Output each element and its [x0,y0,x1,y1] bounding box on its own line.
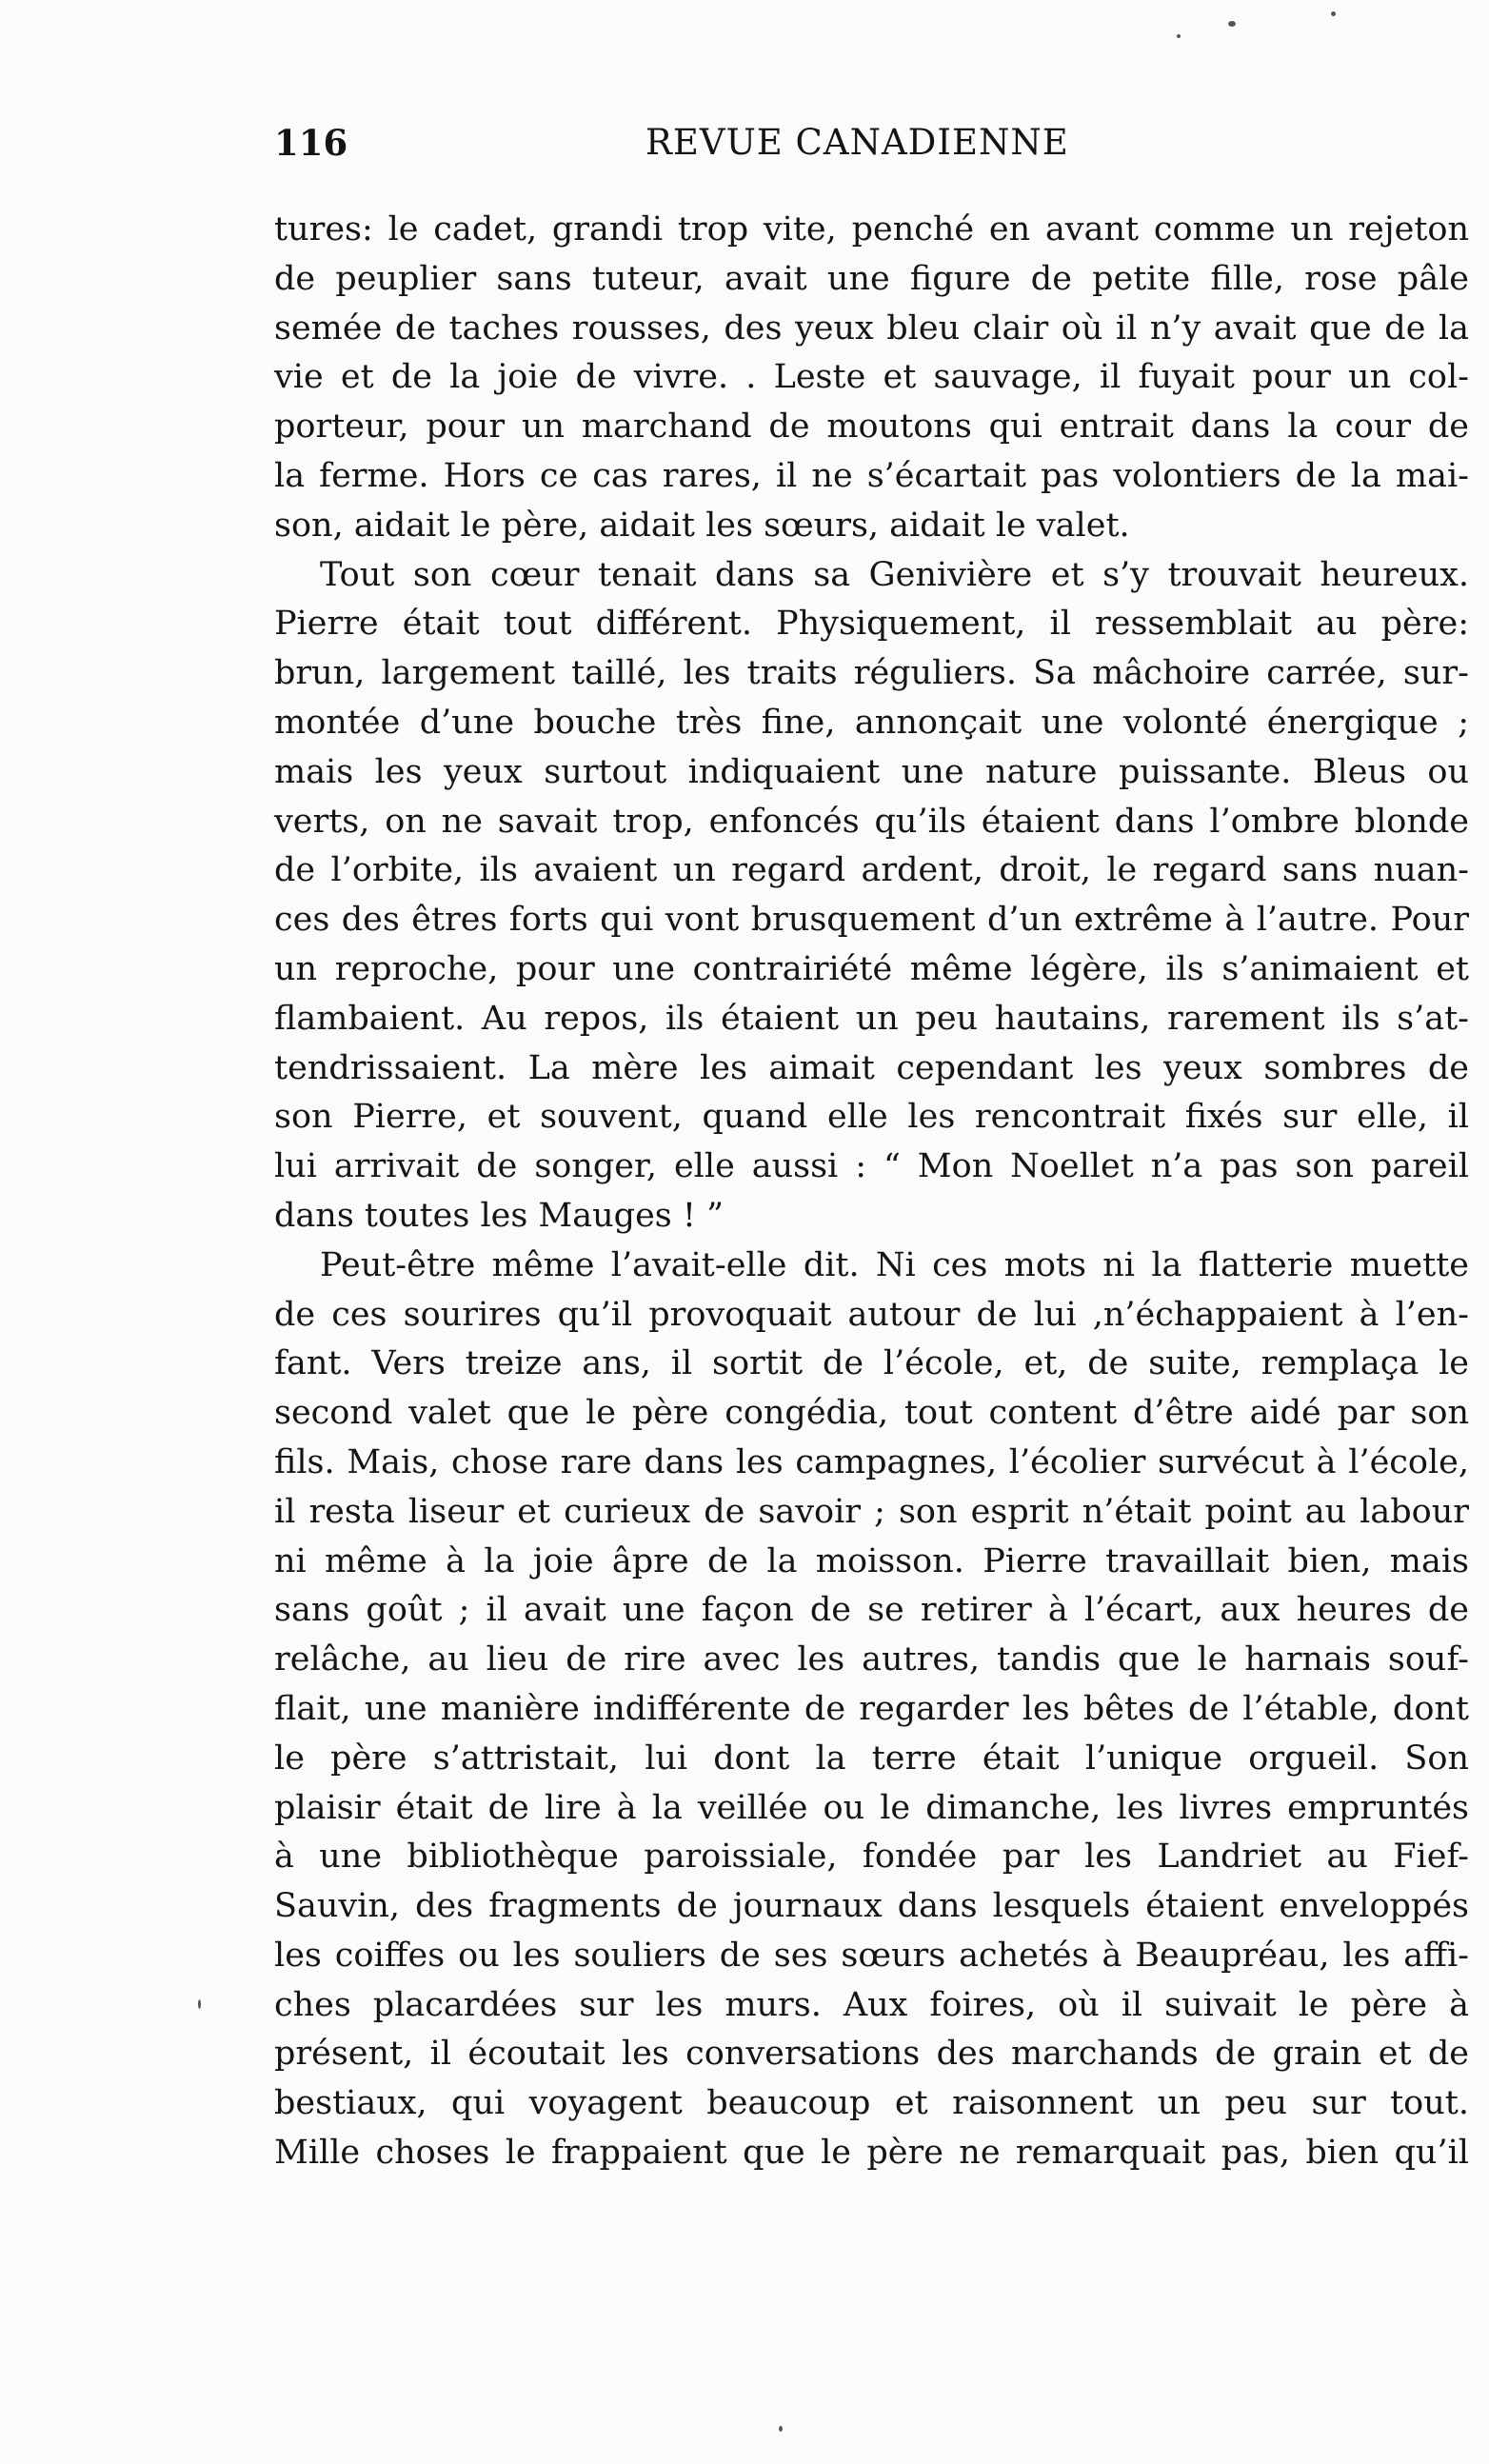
text-line: le père s’attristait, lui dont la terre était l’unique orgueil. Son [274,1739,1469,1778]
text-line: Tout son cœur tenait dans sa Genivière et s’y trouvait heureux. [320,555,1469,594]
running-head: REVUE CANADIENNE [645,122,1069,163]
text-line: de l’orbite, ils avaient un regard ardent, droit, le regard sans nuan- [274,851,1469,890]
text-line: fils. Mais, chose rare dans les campagnes, l’écolier survécut à l’école, [274,1442,1469,1481]
text-line: semée de taches rousses, des yeux bleu clair où il n’y avait que de la [274,308,1469,348]
text-line: Pierre était tout différent. Physiquement, il ressemblait au père: [274,605,1469,644]
ink-speck [1228,21,1236,27]
text-line: second valet que le père congédia, tout content d’être aidé par son [274,1394,1469,1433]
text-line: dans toutes les Mauges ! ” [274,1196,724,1235]
page-header [274,122,1469,179]
body-text [274,206,1469,2178]
text-line: montée d’une bouche très fine, annonçait une volonté énergique ; [274,703,1469,742]
text-line: à une bibliothèque paroissiale, fondée par les Landriet au Fief- [274,1838,1469,1877]
text-line: Mille choses le frappaient que le père ne remarquait pas, bien qu’il [274,2134,1469,2173]
text-line: bestiaux, qui voyagent beaucoup et raisonnent un peu sur tout. [274,2084,1469,2123]
ink-speck [779,2426,783,2432]
text-line: lui arrivait de songer, elle aussi : “ Mon Noellet n’a pas son pareil [274,1147,1469,1186]
text-line: plaisir était de lire à la veillée ou le dimanche, les livres empruntés [274,1788,1469,1827]
text-line: flambaient. Au repos, ils étaient un peu hautains, rarement ils s’at- [274,999,1469,1038]
text-line: mais les yeux surtout indiquaient une nature puissante. Bleus ou [274,752,1469,791]
text-line: son, aidait le père, aidait les sœurs, aidait le valet. [274,506,1130,545]
text-line: verts, on ne savait trop, enfoncés qu’ils étaient dans l’ombre blonde [274,802,1469,841]
ink-speck [198,1999,201,2009]
text-line: fant. Vers treize ans, il sortit de l’école, et, de suite, remplaça le [274,1344,1469,1383]
page-number: 116 [274,122,348,164]
text-line: il resta liseur et curieux de savoir ; son esprit n’était point au labour [274,1492,1469,1531]
text-line: relâche, au lieu de rire avec les autres, tandis que le harnais souf- [274,1640,1469,1679]
text-line: porteur, pour un marchand de moutons qui entrait dans la cour de [274,407,1469,447]
text-line: la ferme. Hors ce cas rares, il ne s’écartait pas volontiers de la mai- [274,456,1469,495]
ink-speck [1177,34,1181,38]
text-line: tendrissaient. La mère les aimait cependant les yeux sombres de [274,1048,1469,1087]
text-line: tures: le cadet, grandi trop vite, penché en avant comme un rejeton [274,210,1469,248]
ink-speck [1331,11,1336,16]
text-line: Peut-être même l’avait-elle dit. Ni ces mots ni la flatterie muette [320,1245,1469,1284]
text-line: ces des êtres forts qui vont brusquement d’un extrême à l’autre. Pour [274,901,1469,940]
text-line: brun, largement taillé, les traits réguliers. Sa mâchoire carrée, sur- [274,654,1469,693]
text-line: présent, il écoutait les conversations des marchands de grain et de [274,2035,1469,2074]
text-line: un reproche, pour une contrairiété même légère, ils s’animaient et [274,949,1469,988]
text-line: flait, une manière indifférente de regarder les bêtes de l’étable, dont [274,1689,1469,1728]
text-line: Sauvin, des fragments de journaux dans lesquels étaient enveloppés [274,1887,1469,1926]
text-line: de peuplier sans tuteur, avait une figure de petite fille, rose pâle [274,259,1469,298]
text-line: vie et de la joie de vivre. . Leste et sauvage, il fuyait pour un col- [274,358,1469,397]
text-line: ches placardées sur les murs. Aux foires, où il suivait le père à [274,1985,1469,2024]
text-line: les coiffes ou les souliers de ses sœurs achetés à Beaupréau, les affi- [274,1936,1469,1975]
text-line: son Pierre, et souvent, quand elle les rencontrait fixés sur elle, il [274,1098,1469,1137]
text-line: ni même à la joie âpre de la moisson. Pierre travaillait bien, mais [274,1541,1469,1580]
text-line: de ces sourires qu’il provoquait autour de lui ,n’échappaient à l’en- [274,1295,1469,1334]
text-line: sans goût ; il avait une façon de se retirer à l’écart, aux heures de [274,1591,1469,1630]
